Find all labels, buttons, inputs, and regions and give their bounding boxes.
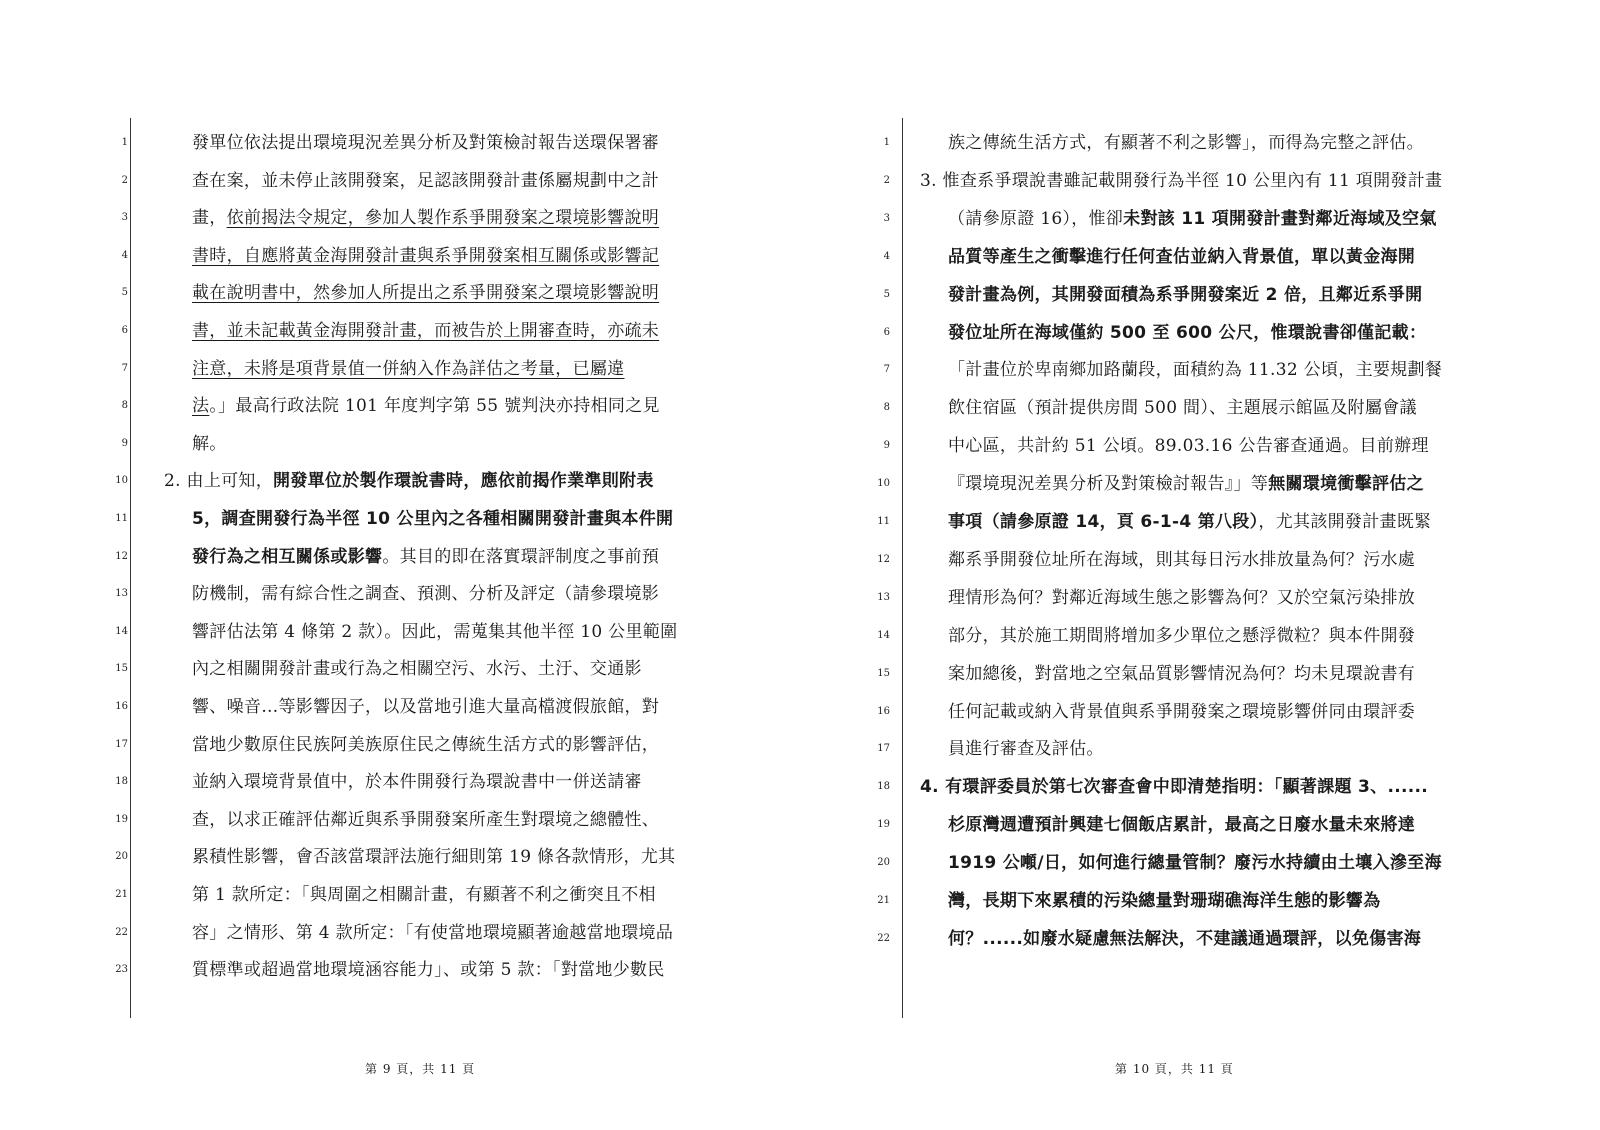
text-line [0,128,800,158]
line-number: 12 [115,550,128,562]
line-text [948,924,1458,954]
text-segment: 發計畫為例，其開發面積為系爭開發案近 2 倍，且鄰近系爭開 [948,284,1423,305]
line-text [948,848,1458,878]
text-segment: 發行為之相互關係或影響 [192,546,383,567]
text-line [0,542,800,572]
line-text [192,203,692,233]
line-text [948,583,1458,613]
line-text [192,730,692,760]
text-line [0,880,800,910]
text-segment: （請參原證 16），惟卻 [948,208,1124,229]
line-number: 16 [877,705,890,717]
text-segment: 開發單位於製作環說書時，應依前揭作業準則附表 [273,471,654,492]
text-segment: 發位址所在海域僅約 500 至 600 公尺，惟環說書卻僅記載： [948,322,1427,343]
line-number: 17 [115,738,128,750]
text-segment: 灣，長期下來累積的污染總量對珊瑚礁海洋生態的影響為 [948,891,1381,911]
line-text [192,918,692,948]
text-segment: 依前揭法令規定，參加人製作系爭開發案之環境影響說明 [226,208,660,229]
text-line [800,355,1600,385]
text-segment: 5，調查開發行為半徑 10 公里內之各種相關開發計畫與本件開 [192,509,674,529]
line-number: 23 [115,964,128,976]
line-number: 5 [121,287,128,299]
text-line [800,166,1600,196]
text-line [800,469,1600,499]
text-line [800,886,1600,916]
text-segment: 「計畫位於卑南鄉加路蘭段，面積約為 11.32 公頃，主要規劃餐 [948,360,1443,381]
text-segment: 鄰系爭開發位址所在海域，則其每日污水排放量為何？污水處 [948,549,1416,570]
text-line [0,429,800,459]
line-text [948,280,1458,310]
text-segment: 注意，未將是項背景值一併納入作為詳估之考量，已屬違 [192,358,625,379]
line-number: 4 [121,249,128,261]
text-segment: 載在說明書中，然參加人所提出之系爭開發案之環境影響說明 [192,283,660,304]
line-number: 14 [115,625,128,637]
text-segment: 員進行審查及評估。 [948,739,1104,760]
line-number: 18 [115,776,128,788]
line-number: 19 [115,813,128,825]
line-number: 9 [121,437,128,449]
line-text [192,692,692,722]
text-segment: 並納入環境背景值中，於本件開發行為環說書中一併送請審 [192,772,642,793]
line-text [948,697,1458,727]
line-text [192,842,692,872]
line-number: 12 [877,553,890,565]
line-text [948,431,1458,461]
line-text [948,469,1458,499]
text-line [0,918,800,948]
page-footer: 第 9 頁，共 11 頁 [365,1062,476,1076]
text-line [0,166,800,196]
line-text [192,504,692,534]
text-line [800,393,1600,423]
text-segment: 內之相關開發計畫或行為之相關空污、水污、土汙、交通影 [192,659,642,680]
line-number: 20 [877,857,890,869]
text-segment: 未對該 11 項開發計畫對鄰近海域及空氣 [1123,208,1437,229]
text-segment: 部分，其於施工期間將增加多少單位之懸浮微粒？與本件開發 [948,625,1416,646]
text-segment: 畫， [192,208,227,229]
text-line [800,659,1600,689]
line-number: 15 [877,667,890,679]
line-text [920,772,1430,802]
line-text [948,659,1458,689]
line-text [192,579,692,609]
line-number: 19 [877,819,890,831]
text-segment: 『環境現況差異分析及對策檢討報告』」等 [948,474,1269,495]
text-line [800,734,1600,764]
line-number: 21 [115,889,128,900]
line-text [948,886,1458,916]
text-line [800,242,1600,272]
line-number: 11 [877,516,890,527]
text-line [0,730,800,760]
line-number: 1 [121,137,128,148]
line-number: 9 [883,440,890,452]
line-text [948,318,1458,348]
text-line [800,128,1600,158]
line-text [192,128,692,158]
text-segment: 案加總後，對當地之空氣品質影響情況為何？均未見環說書有 [948,663,1416,684]
text-segment: 族之傳統生活方式，有顯著不利之影響」，而得為完整之評估。 [948,133,1424,153]
text-segment: 質標準或超過當地環境涵容能力」、或第 5 款：「對當地少數民 [192,960,665,981]
line-number: 13 [877,591,890,603]
text-segment: 當地少數原住民族阿美族原住民之傳統生活方式的影響評估， [192,734,660,755]
text-segment: 。」最高行政法院 101 年度判字第 55 號判決亦持相同之見 [209,396,660,417]
line-text [948,204,1458,234]
line-text [192,429,692,459]
text-segment: 第 1 款所定：「與周圍之相關計畫，有顯著不利之衝突且不相 [192,885,656,905]
text-segment: 累積性影響，會否該當環評法施行細則第 19 條各款情形，尤其 [192,847,676,868]
line-number: 18 [877,781,890,793]
text-line [800,280,1600,310]
text-segment: 杉原灣週遭預計興建七個飯店累計，最高之日廢水量未來將達 [948,815,1416,836]
text-segment: 查在案，並未停止該開發案，足認該開發計畫係屬規劃中之計 [192,170,660,191]
text-segment: 。其目的即在落實環評制度之事前預 [382,546,660,567]
text-segment: 事項（請參原證 14，頁 6-1-4 第八段） [948,512,1259,532]
line-number: 7 [883,364,890,376]
line-text [192,354,692,384]
line-number: 2 [883,174,890,186]
line-number: 2 [121,174,128,186]
line-text [192,805,692,835]
text-segment: 書時，自應將黃金海開發計畫與系爭開發案相互關係或影響記 [192,245,660,266]
line-number: 8 [883,402,890,414]
text-line [0,203,800,233]
line-number: 22 [877,932,890,944]
text-line [0,955,800,985]
text-segment: 何？......如廢水疑慮無法解決，不建議通過環評，以免傷害海 [948,928,1422,949]
text-line [0,805,800,835]
line-text [948,242,1458,272]
text-line [0,391,800,421]
line-number: 11 [115,513,128,524]
line-text [948,128,1458,158]
page-10 [800,0,1600,1130]
text-segment: 理情形為何？對鄰近海域生態之影響為何？又於空氣污染排放 [948,587,1416,608]
text-segment: 飲住宿區（預計提供房間 500 間）、主題展示館區及附屬會議 [948,398,1417,419]
line-number: 15 [115,663,128,675]
line-number: 7 [121,362,128,374]
line-number: 16 [115,701,128,712]
line-text [192,617,692,647]
text-line [800,545,1600,575]
text-segment: 中心區，共計約 51 公頃。89.03.16 公告審查通過。目前辦理 [948,436,1429,457]
text-line [800,204,1600,234]
text-line [800,507,1600,537]
line-text [192,955,692,985]
line-number: 21 [877,895,890,906]
text-line [800,318,1600,348]
line-text [948,734,1458,764]
text-line [0,767,800,797]
line-number: 5 [883,288,890,300]
text-segment: 防機制，需有綜合性之調查、預測、分析及評定（請參環境影 [192,584,660,605]
text-line [800,848,1600,878]
line-number: 10 [877,478,890,490]
line-number: 17 [877,743,890,755]
line-number: 14 [877,629,890,641]
text-segment: 2. 由上可知， [164,471,274,492]
line-number: 3 [121,212,128,224]
text-segment: 書，並未記載黃金海開發計畫，而被告於上開審查時，亦疏未 [192,321,660,341]
text-segment: 無關環境衝擊評估之 [1268,474,1424,495]
line-number: 3 [883,212,890,224]
text-line [0,504,800,534]
text-line [0,842,800,872]
text-segment: 解。 [192,433,227,454]
text-line [800,431,1600,461]
line-number: 20 [115,851,128,863]
page-footer: 第 10 頁，共 11 頁 [1115,1062,1234,1076]
text-line [0,692,800,722]
line-text [192,278,692,308]
line-text [192,316,692,346]
line-text [948,393,1458,423]
text-line [800,583,1600,613]
text-line [0,316,800,346]
text-line [0,617,800,647]
line-text [192,880,692,910]
text-line [0,466,800,496]
text-line [0,278,800,308]
line-text [192,166,692,196]
text-segment: 3. 惟查系爭環說書雖記載開發行為半徑 10 公里內有 11 項開發計畫 [920,170,1443,191]
line-text [192,241,692,271]
line-text [948,545,1458,575]
text-segment: 任何記載或納入背景值與系爭開發案之環境影響併同由環評委 [948,701,1416,722]
text-line [0,241,800,271]
text-segment: 容」之情形、第 4 款所定：「有使當地環境顯著逾越當地環境品 [192,922,674,943]
text-segment: 發單位依法提出環境現況差異分析及對策檢討報告送環保署審 [192,133,660,153]
text-segment: 響評估法第 4 條第 2 款）。因此，需蒐集其他半徑 10 公里範圍 [192,621,678,642]
text-line [0,354,800,384]
line-text [948,810,1458,840]
line-number: 10 [115,475,128,487]
line-number: 1 [883,137,890,148]
line-text [920,166,1443,196]
line-number: 13 [115,588,128,600]
text-segment: 1919 公噸/日，如何進行總量管制？廢污水持續由土壤入滲至海 [948,853,1442,874]
line-text [948,621,1458,651]
line-text [192,767,692,797]
text-line [800,810,1600,840]
text-line [800,697,1600,727]
line-text [948,355,1458,385]
text-segment: 法 [192,396,210,417]
text-segment: 響、噪音…等影響因子，以及當地引進大量高檔渡假旅館，對 [192,697,660,717]
text-line [0,654,800,684]
line-text [192,391,692,421]
text-line [800,772,1600,802]
text-segment: 查，以求正確評估鄰近與系爭開發案所產生對環境之總體性、 [192,809,660,830]
line-number: 8 [121,400,128,412]
line-number: 6 [121,325,128,336]
text-line [800,924,1600,954]
line-text [192,654,692,684]
line-number: 22 [115,926,128,938]
line-text [948,507,1458,537]
line-text [164,466,664,496]
text-line [800,621,1600,651]
text-segment: 品質等產生之衝擊進行任何查估並納入背景值，單以黃金海開 [948,246,1416,267]
text-segment: 4. 有環評委員於第七次審查會中即清楚指明：「顯著課題 3、...... [920,777,1428,798]
line-text [192,542,692,572]
line-number: 4 [883,250,890,262]
text-line [0,579,800,609]
line-number: 6 [883,326,890,338]
text-segment: ，尤其該開發計畫既緊 [1258,512,1432,532]
